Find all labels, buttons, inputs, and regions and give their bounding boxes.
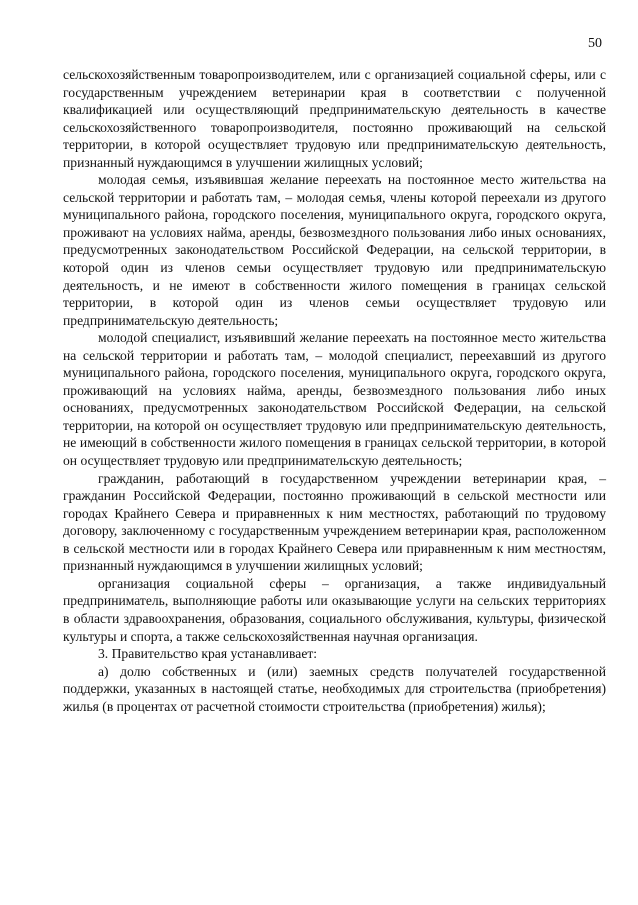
document-body [63, 66, 606, 715]
paragraph-veterinary-citizen: гражданин, работающий в государственном учреждении ветеринарии края, – гражданин Российской Федерации, постоянно проживающий в сельской местности или городах Крайнего Севера и приравненных к ним местностях, работающий по трудовому договору, заключенному с государственным учреждением ветеринарии края, расположенном в сельской местности или в городах Крайнего Севера или приравненным к ним местностям, признанный нуждающимся в улучшении жилищных условий; [63, 470, 606, 574]
paragraph-section-3: 3. Правительство края устанавливает: [98, 646, 318, 662]
page-number: 50 [588, 36, 602, 51]
paragraph-social-organization: организация социальной сферы – организация, а также индивидуальный предприниматель, выполняющие работы или оказывающие услуги на сельских территориях в области здравоохранения, образования, социального обслуживания, культуры, физической культуры и спорта, а также сельскохозяйственная научная организация. [63, 575, 606, 644]
paragraph-section-3a: а) долю собственных и (или) заемных средств получателей государственной поддержки, указанных в настоящей статье, необходимых для строительства (приобретения) жилья (в процентах от расчетной стоимости строительства (приобретения) жилья); [63, 663, 606, 714]
paragraph-continuation: сельскохозяйственным товаропроизводителем, или с организацией социальной сферы, или с государственным учреждением ветеринарии края в соответствии с полученной квалификацией или осуществляющий предпринимательскую деятельность в качестве сельскохозяйственного товаропроизводителя, постоянно проживающий на сельской территории, в которой осуществляет трудовую или предпринимательскую деятельность, признанный нуждающимся в улучшении жилищных условий; [63, 67, 606, 170]
paragraph-young-family: молодая семья, изъявившая желание переехать на постоянное место жительства на сельской территории и работать там, – молодая семья, члены которой переехали из другого муниципального района, городского поселения, муниципального округа, городского округа, проживают на условиях найма, аренды, безвозмездного пользования либо иных основаниях, предусмотренных законодательством Российской Федерации, на сельской территории, в которой один из членов семьи осуществляет трудовую или предпринимательскую деятельность, и не имеют в собственности жилого помещения в границах сельской территории, в которой один из членов семьи осуществляет трудовую или предпринимательскую деятельность; [63, 172, 606, 328]
paragraph-young-specialist: молодой специалист, изъявивший желание переехать на постоянное место жительства на сельской территории и работать там, – молодой специалист, переехавший из другого муниципального района, городского поселения, муниципального округа, городского округа, проживающий на условиях найма, аренды, безвозмездного пользования либо иных основаниях, предусмотренных законодательством Российской Федерации, на сельской территории, на которой он осуществляет трудовую или предпринимательскую деятельность, не имеющий в собственности жилого помещения в границах сельской территории, в которой он осуществляет трудовую или предпринимательскую деятельность; [63, 330, 606, 469]
